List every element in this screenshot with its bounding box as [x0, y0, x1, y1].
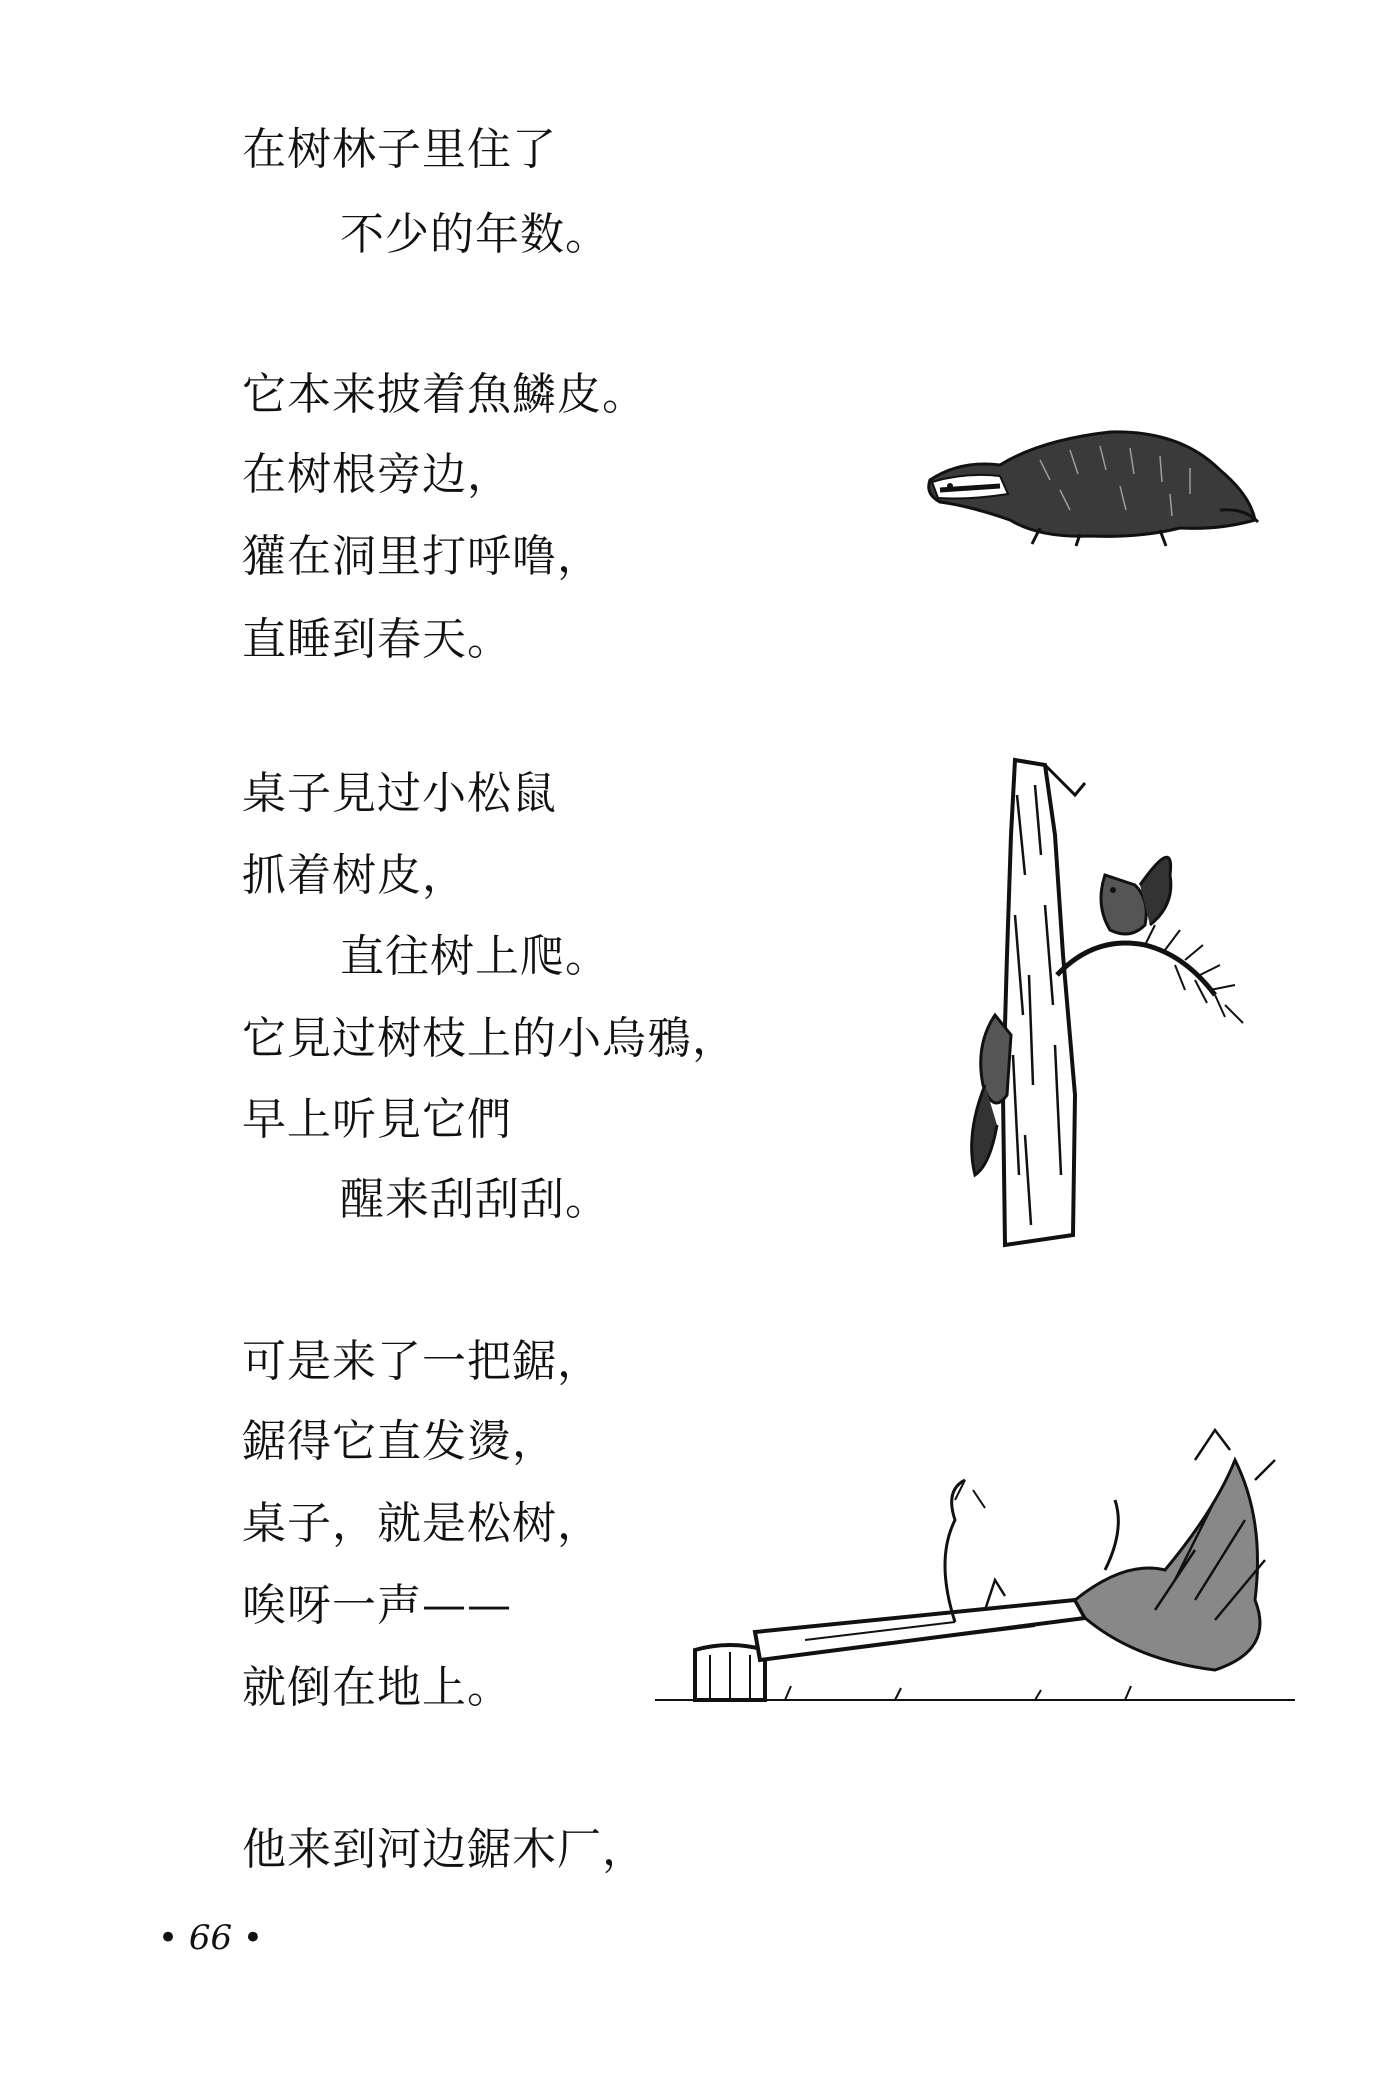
poem-line: 它本来披着魚鱗皮。: [242, 369, 647, 420]
poem-line: 早上听見它們: [242, 1094, 512, 1145]
poem-line: 它見过树枝上的小烏鴉，: [242, 1013, 737, 1064]
tree-squirrel-sketch-icon: [945, 755, 1265, 1255]
poem-line: 他来到河边鋸木厂，: [242, 1824, 647, 1875]
poem-line: 桌子，就是松树，: [242, 1498, 602, 1549]
poem-line: 就倒在地上。: [242, 1662, 512, 1713]
poem-line: 直往树上爬。: [340, 931, 610, 982]
poem-line: 不少的年数。: [340, 209, 610, 260]
poem-line: 獾在洞里打呼噜，: [242, 531, 602, 582]
badger-illustration: [920, 410, 1260, 550]
poem-line: 在树根旁边，: [242, 449, 512, 500]
poem-line: 唉呀一声——: [242, 1580, 512, 1631]
poem-line: 在树林子里住了: [242, 124, 557, 175]
fallen-pine-illustration: [655, 1400, 1295, 1720]
fallen-pine-sketch-icon: [655, 1400, 1295, 1720]
poem-line: 桌子見过小松鼠: [242, 768, 557, 819]
tree-squirrel-illustration: [945, 755, 1265, 1255]
poem-line: 醒来刮刮刮。: [340, 1174, 610, 1225]
poem-line: 抓着树皮，: [242, 850, 467, 901]
page-number: • 66 •: [158, 1918, 263, 1958]
poem-line: 可是来了一把鋸，: [242, 1336, 602, 1387]
poem-line: 鋸得它直发燙，: [242, 1416, 557, 1467]
badger-sketch-icon: [920, 410, 1260, 550]
poem-line: 直睡到春天。: [242, 614, 512, 665]
